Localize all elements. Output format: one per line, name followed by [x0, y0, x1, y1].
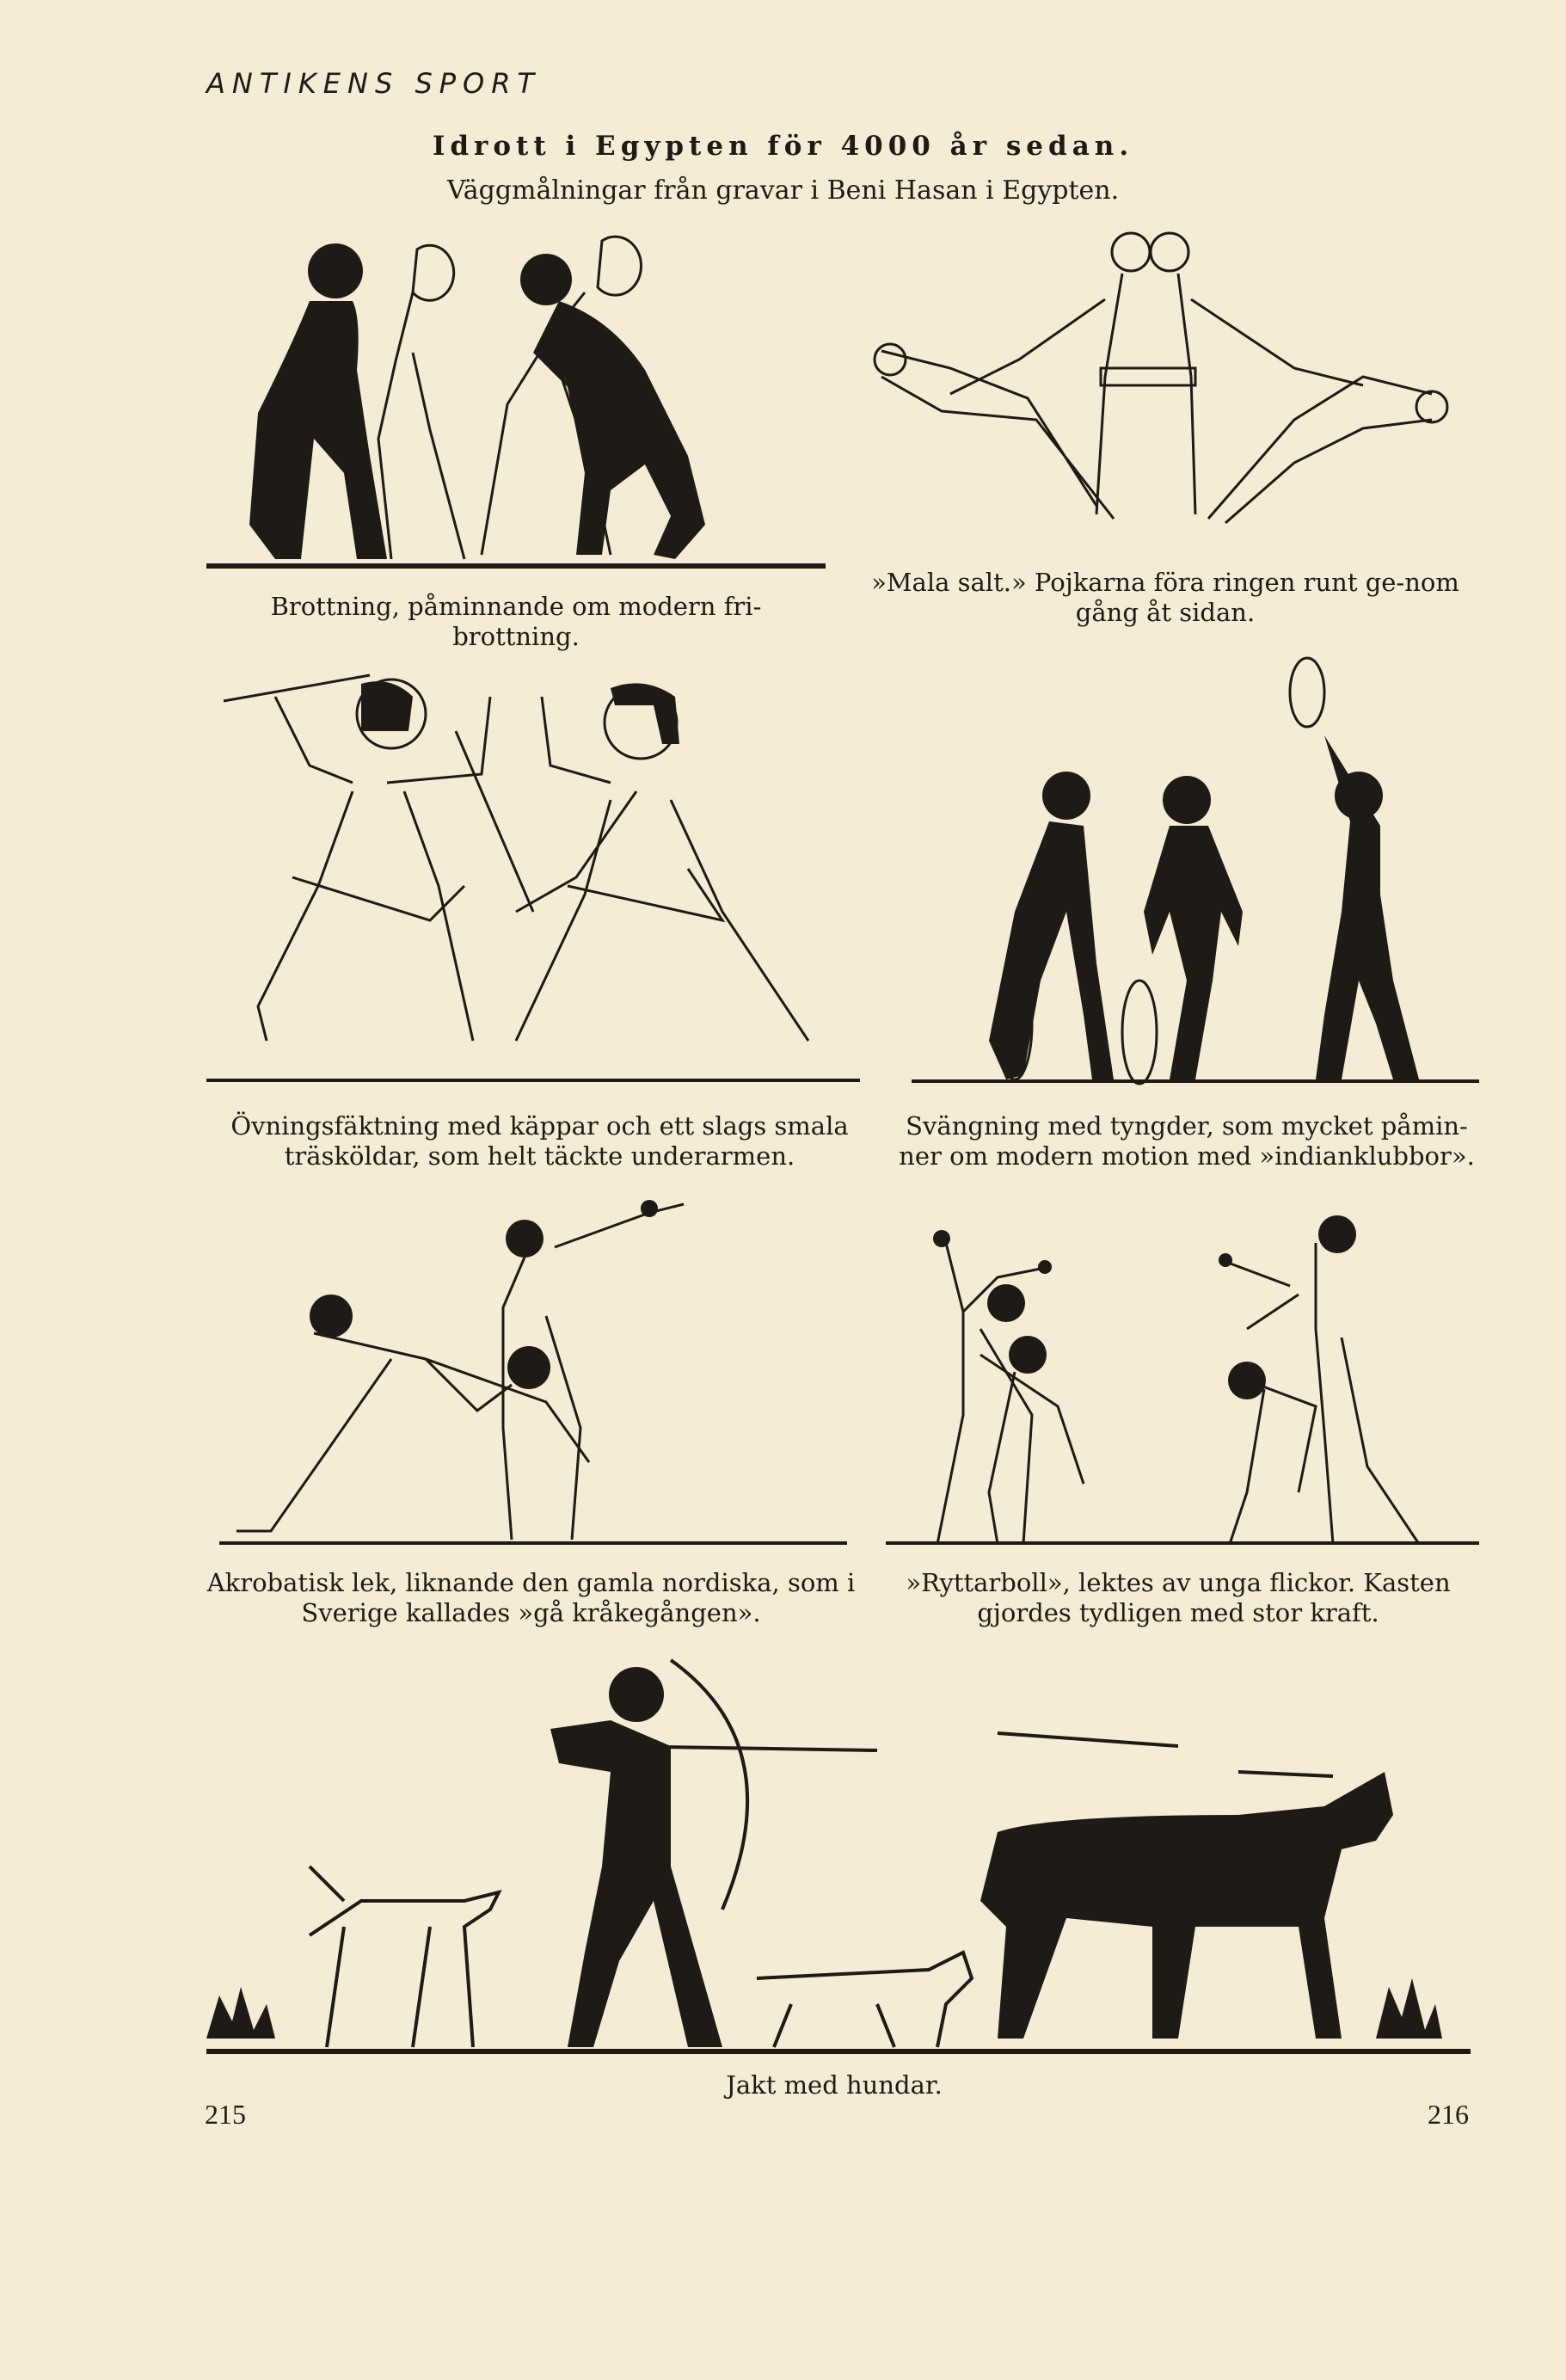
- page-number-left: 215: [205, 2099, 246, 2130]
- caption-acrobatics: Akrobatisk lek, liknande den gamla nordiska, som i Sverige kallades »gå kråkegången».: [206, 1568, 856, 1627]
- caption-fencing: Övningsfäktning med käppar och ett slags smala träsköldar, som helt täckte underarmen.: [230, 1111, 849, 1171]
- caption-ryttarboll: »Ryttarboll», lektes av unga flickor. Kasten gjordes tydligen med stor kraft.: [906, 1568, 1451, 1627]
- illustration-acrobatics: [219, 1187, 847, 1557]
- page-number-right: 216: [1428, 2099, 1469, 2130]
- caption-swinging-weights: Svängning med tyngder, som mycket påmin-ner om modern motion med »indianklubbor».: [899, 1111, 1475, 1171]
- running-head: ANTIKENS SPORT: [206, 67, 542, 100]
- caption-mala-salt: »Mala salt.» Pojkarna föra ringen runt ge-nom gång åt sidan.: [871, 568, 1459, 627]
- illustration-swinging-weights: [912, 654, 1479, 1092]
- page-title: Idrott i Egypten för 4000 år sedan.: [432, 131, 1134, 162]
- page-subtitle: Väggmålningar från gravar i Beni Hasan i Egypten.: [446, 175, 1120, 206]
- illustration-wrestling: [206, 215, 826, 576]
- illustration-hunting: [206, 1643, 1471, 2064]
- illustration-fencing: [206, 662, 860, 1092]
- illustration-ryttarboll: [886, 1208, 1479, 1557]
- caption-hunting: Jakt med hundar.: [726, 2070, 943, 2100]
- illustration-mala-salt: [847, 222, 1475, 553]
- caption-wrestling: Brottning, påminnande om modern fri-brottning.: [270, 592, 762, 651]
